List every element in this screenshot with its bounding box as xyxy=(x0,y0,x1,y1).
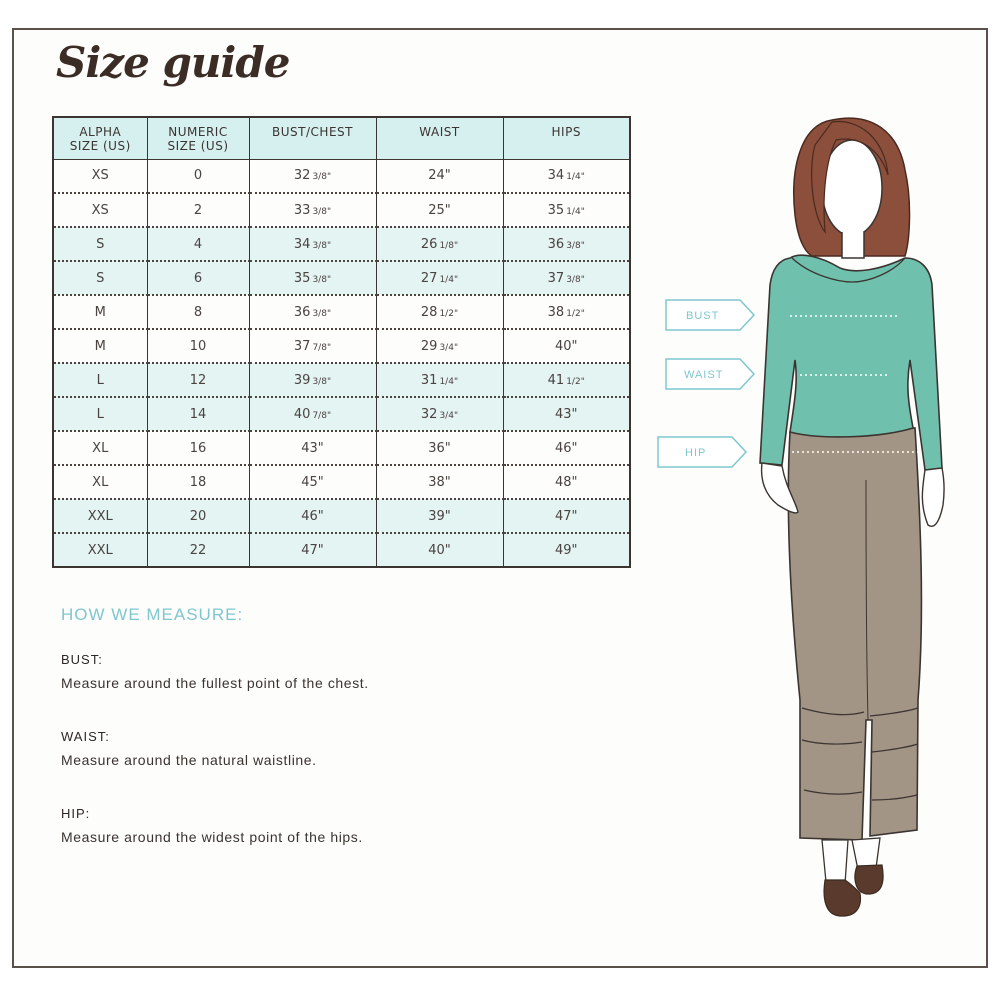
cell-bust: 39 3/8" xyxy=(249,363,376,397)
table-row xyxy=(53,465,630,499)
cell-waist: 26 1/8" xyxy=(376,227,503,261)
hip-tag-label: HIP xyxy=(685,447,707,459)
table-row xyxy=(53,227,630,261)
cell-waist: 32 3/4" xyxy=(376,397,503,431)
cell-bust: 36 3/8" xyxy=(249,295,376,329)
cell-numeric-size: 6 xyxy=(147,261,249,295)
cell-hips: 40" xyxy=(503,329,630,363)
cell-waist: 28 1/2" xyxy=(376,295,503,329)
cell-waist: 40" xyxy=(376,533,503,567)
cell-numeric-size: 22 xyxy=(147,533,249,567)
page-title: Size guide xyxy=(56,38,290,87)
measure-label-waist: WAIST: xyxy=(61,729,110,744)
hip-tag xyxy=(658,437,746,467)
cell-numeric-size: 8 xyxy=(147,295,249,329)
pants xyxy=(788,428,921,840)
cell-alpha-size: M xyxy=(53,329,147,363)
waist-tag xyxy=(666,359,754,389)
left-shoe xyxy=(824,880,860,916)
cell-numeric-size: 2 xyxy=(147,193,249,227)
cell-hips: 35 1/4" xyxy=(503,193,630,227)
measure-label-hip: HIP: xyxy=(61,806,91,821)
header-hips: HIPS xyxy=(503,117,630,159)
cell-hips: 46" xyxy=(503,431,630,465)
right-shoe xyxy=(855,865,883,894)
size-table xyxy=(52,116,631,568)
cell-waist: 29 3/4" xyxy=(376,329,503,363)
cell-bust: 46" xyxy=(249,499,376,533)
cell-numeric-size: 20 xyxy=(147,499,249,533)
bust-tag xyxy=(666,300,754,330)
table-row xyxy=(53,193,630,227)
table-header-row xyxy=(53,117,630,159)
how-we-measure-title: HOW WE MEASURE: xyxy=(61,605,244,624)
cell-hips: 47" xyxy=(503,499,630,533)
cell-waist: 36" xyxy=(376,431,503,465)
cell-alpha-size: XXL xyxy=(53,499,147,533)
cell-alpha-size: S xyxy=(53,227,147,261)
cell-alpha-size: XS xyxy=(53,159,147,193)
table-row xyxy=(53,431,630,465)
cell-numeric-size: 18 xyxy=(147,465,249,499)
cell-hips: 43" xyxy=(503,397,630,431)
cell-bust: 37 7/8" xyxy=(249,329,376,363)
cell-alpha-size: XL xyxy=(53,431,147,465)
table-row xyxy=(53,159,630,193)
table-row xyxy=(53,499,630,533)
cell-alpha-size: M xyxy=(53,295,147,329)
table-row xyxy=(53,363,630,397)
cell-numeric-size: 10 xyxy=(147,329,249,363)
cell-alpha-size: XL xyxy=(53,465,147,499)
cell-numeric-size: 0 xyxy=(147,159,249,193)
cell-hips: 37 3/8" xyxy=(503,261,630,295)
cell-numeric-size: 16 xyxy=(147,431,249,465)
cell-bust: 40 7/8" xyxy=(249,397,376,431)
cell-hips: 41 1/2" xyxy=(503,363,630,397)
cell-bust: 32 3/8" xyxy=(249,159,376,193)
measure-text-hip: Measure around the widest point of the hips. xyxy=(61,829,363,845)
cell-waist: 27 1/4" xyxy=(376,261,503,295)
cell-numeric-size: 4 xyxy=(147,227,249,261)
cell-alpha-size: XXL xyxy=(53,533,147,567)
header-alpha-size: ALPHA SIZE (US) xyxy=(53,117,147,159)
cell-hips: 49" xyxy=(503,533,630,567)
measure-text-bust: Measure around the fullest point of the chest. xyxy=(61,675,369,691)
cell-waist: 24" xyxy=(376,159,503,193)
cell-bust: 43" xyxy=(249,431,376,465)
waist-tag-label: WAIST xyxy=(684,369,724,381)
cell-alpha-size: S xyxy=(53,261,147,295)
table-row xyxy=(53,295,630,329)
bust-tag-label: BUST xyxy=(686,310,720,322)
table-row xyxy=(53,533,630,567)
right-hand xyxy=(922,468,944,526)
measure-text-waist: Measure around the natural waistline. xyxy=(61,752,317,768)
cell-numeric-size: 12 xyxy=(147,363,249,397)
cell-alpha-size: L xyxy=(53,397,147,431)
table-row xyxy=(53,397,630,431)
cell-hips: 36 3/8" xyxy=(503,227,630,261)
cell-waist: 39" xyxy=(376,499,503,533)
measure-label-bust: BUST: xyxy=(61,652,103,667)
cell-bust: 45" xyxy=(249,465,376,499)
cell-bust: 47" xyxy=(249,533,376,567)
header-waist: WAIST xyxy=(376,117,503,159)
cell-bust: 34 3/8" xyxy=(249,227,376,261)
cell-numeric-size: 14 xyxy=(147,397,249,431)
cell-waist: 25" xyxy=(376,193,503,227)
cell-waist: 31 1/4" xyxy=(376,363,503,397)
cell-alpha-size: L xyxy=(53,363,147,397)
cell-hips: 38 1/2" xyxy=(503,295,630,329)
cell-alpha-size: XS xyxy=(53,193,147,227)
cell-hips: 34 1/4" xyxy=(503,159,630,193)
table-row xyxy=(53,261,630,295)
cell-bust: 35 3/8" xyxy=(249,261,376,295)
table-row xyxy=(53,329,630,363)
cell-waist: 38" xyxy=(376,465,503,499)
cell-hips: 48" xyxy=(503,465,630,499)
header-bust-chest: BUST/CHEST xyxy=(249,117,376,159)
header-numeric-size: NUMERIC SIZE (US) xyxy=(147,117,249,159)
cell-bust: 33 3/8" xyxy=(249,193,376,227)
woman-figure-illustration xyxy=(650,100,970,930)
